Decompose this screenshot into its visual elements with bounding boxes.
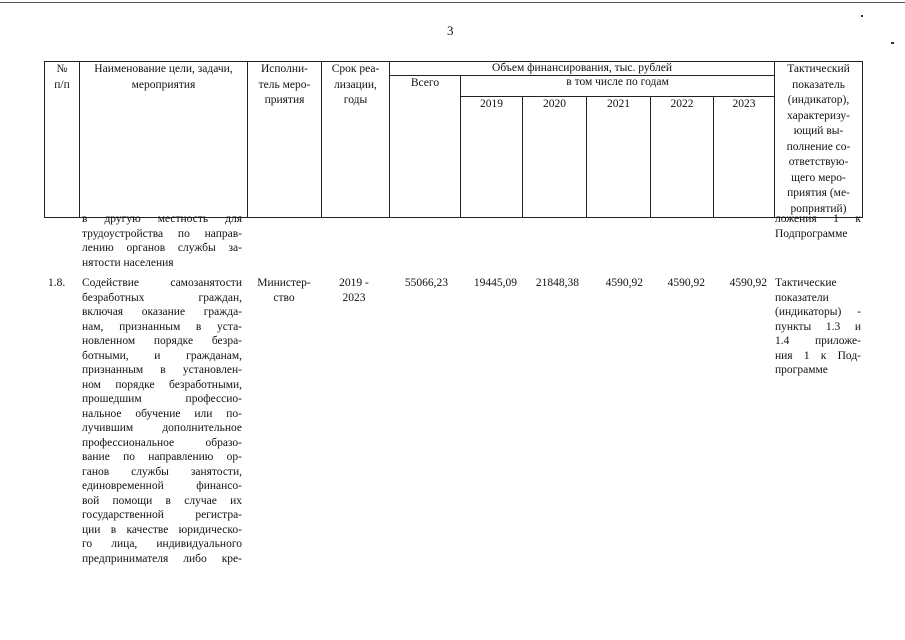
header-tactic-line: показатель [792,78,845,91]
row-1-8-2021: 4590,92 [605,277,643,289]
header-year-2023: 2023 [714,97,775,218]
row-1-8-name [82,276,242,566]
scan-speck [861,15,863,17]
header-period-line: лизации, [334,78,377,91]
continued-row-name [82,212,242,270]
header-total: Всего [390,76,461,218]
text-line: трудоустройства по направ- [82,227,242,240]
header-by-years: в том числе по годам [461,76,775,97]
row-1-8-2019: 19445,09 [473,277,517,289]
row-1-8-total: 55066,23 [404,277,448,289]
text-line: нятости населения [82,256,174,269]
scan-speck [891,42,894,44]
header-executor-line: Исполни- [260,63,309,75]
text-line: пункты 1.3 и [775,320,861,333]
row-number: 1.8. [48,277,66,289]
financing-table-header [44,61,863,218]
text-line: предпринимателя либо кре- [82,552,242,565]
text-line: ции в качестве юридическо- [82,523,242,536]
text-line: единовременной финансо- [82,480,242,492]
scan-edge-line [0,2,905,3]
text-line: признанным в установлен- [82,364,242,376]
header-period [322,62,390,218]
text-line: прошедшим профессио- [82,393,242,405]
page-number: 3 [447,23,454,38]
text-line: Министер- [257,277,311,289]
text-line: Подпрограмме [775,227,848,240]
text-line: Содействие самозанятости [82,277,242,289]
row-1-8-period [322,276,386,305]
text-line: новленном порядке безра- [82,335,242,347]
text-line: вой помощи в случае их [82,494,242,507]
header-tactic-line: характеризу- [787,109,850,122]
header-financing: Объем финансирования, тыс. рублей [390,62,775,76]
text-line: нам, признанным в уста- [82,320,242,333]
text-line: 2023 [342,291,366,304]
text-line: нальное обучение или по- [82,407,242,420]
text-line: лению органов службы за- [82,242,242,254]
row-1-8-2020: 21848,38 [535,277,579,289]
row-1-8-2022: 4590,92 [667,277,705,289]
text-line: ганов службы занятости, [82,465,242,478]
text-line: 2019 - [339,277,369,289]
text-line: ство [273,291,295,304]
header-tactic-line: ответствую- [788,156,849,168]
header-num-text: № п/п [54,63,70,91]
text-line: (индикаторы) - [775,306,861,318]
header-name: Наименование цели, задачи, мероприятия [80,62,248,218]
header-tactic-line: роприятий) [790,202,847,215]
header-tactic-line: полнение со- [786,140,851,153]
text-line: Тактические [775,277,837,289]
header-year-2019: 2019 [461,97,523,218]
text-line: безработных граждан, [82,291,242,304]
text-line: государственной регистра- [82,509,242,521]
text-line: лучившим дополнительное [82,422,242,434]
header-tactic-line: щего меро- [791,171,846,184]
text-line: программе [775,364,828,376]
row-1-8-executor [249,276,319,305]
header-year-2021: 2021 [587,97,651,218]
text-line: показатели [775,291,829,304]
text-line: ботными, и гражданам, [82,349,242,362]
header-executor [248,62,322,218]
row-1-8-2023: 4590,92 [729,277,767,289]
text-line: ния 1 к Под- [775,349,861,362]
header-period-line: годы [343,94,368,106]
header-tactic-line: (индикатор), [787,94,850,106]
row-1-8-tactic [775,276,861,378]
text-line: в другую местность для [82,213,242,225]
text-line: вание по направлению ор- [82,451,242,463]
header-tactic [775,62,863,218]
header-period-line: Срок реа- [331,63,380,75]
header-tactic-line: приятия (ме- [787,187,850,199]
header-tactic-line: ющий вы- [793,125,844,137]
header-tactic-line: Тактический [787,63,850,75]
continued-row-tactic [775,212,861,241]
header-executor-line: тель меро- [258,78,311,91]
header-year-2020: 2020 [523,97,587,218]
text-line: 1.4 приложе- [775,335,861,347]
header-year-2022: 2022 [651,97,714,218]
header-num [45,62,80,218]
text-line: включая оказание гражда- [82,306,242,318]
text-line: профессиональное образо- [82,436,242,449]
text-line: ном порядке безработными, [82,378,242,391]
header-executor-line: приятия [264,94,305,106]
text-line: ложения 1 к [775,213,861,225]
text-line: го лица, индивидуального [82,538,242,550]
